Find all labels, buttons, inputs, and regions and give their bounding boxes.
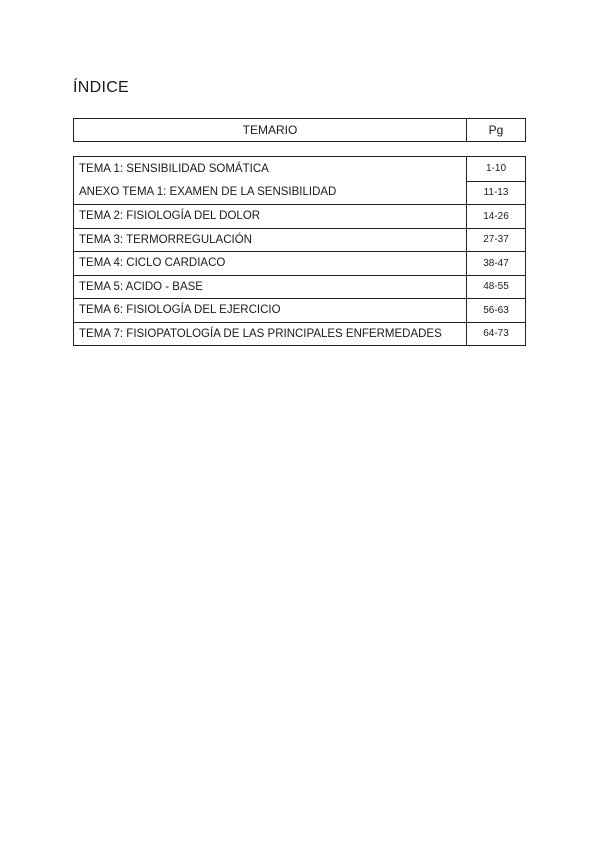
toc-topic: TEMA 4: CICLO CARDIACO: [74, 252, 467, 275]
toc-pages: 38-47: [483, 257, 509, 269]
toc-pages: 56-63: [483, 304, 509, 316]
toc-row: [74, 298, 525, 322]
toc-pages: 11-13: [467, 181, 525, 205]
page-title: ÍNDICE: [73, 78, 130, 96]
toc-pages: 14-26: [483, 210, 509, 222]
toc-topic: TEMA 1: SENSIBILIDAD SOMÁTICA: [74, 157, 467, 181]
toc-row: [74, 322, 525, 346]
toc-row: [74, 157, 525, 181]
toc-topic: TEMA 3: TERMORREGULACIÓN: [74, 229, 467, 252]
toc-table: [73, 156, 526, 346]
toc-topic: TEMA 2: FISIOLOGÍA DEL DOLOR: [74, 205, 467, 228]
toc-row: [74, 204, 525, 228]
toc-topic: ANEXO TEMA 1: EXAMEN DE LA SENSIBILIDAD: [74, 181, 467, 205]
toc-row: [74, 251, 525, 275]
toc-pages: 27-37: [483, 234, 509, 246]
toc-topic: TEMA 6: FISIOLOGÍA DEL EJERCICIO: [74, 299, 467, 322]
header-topic-label: TEMARIO: [74, 119, 467, 141]
toc-header: [73, 118, 526, 142]
toc-topic: TEMA 7: FISIOPATOLOGÍA DE LAS PRINCIPALES ENFERMEDADES: [74, 323, 467, 346]
toc-row: [74, 275, 525, 299]
toc-row: [74, 181, 525, 205]
toc-row: [74, 228, 525, 252]
toc-topic: TEMA 5: ACIDO - BASE: [74, 276, 467, 299]
header-page-label: Pg: [488, 123, 504, 137]
toc-pages: 48-55: [483, 281, 509, 293]
toc-pages: 1-10: [485, 163, 506, 175]
toc-pages: 64-73: [483, 328, 509, 340]
